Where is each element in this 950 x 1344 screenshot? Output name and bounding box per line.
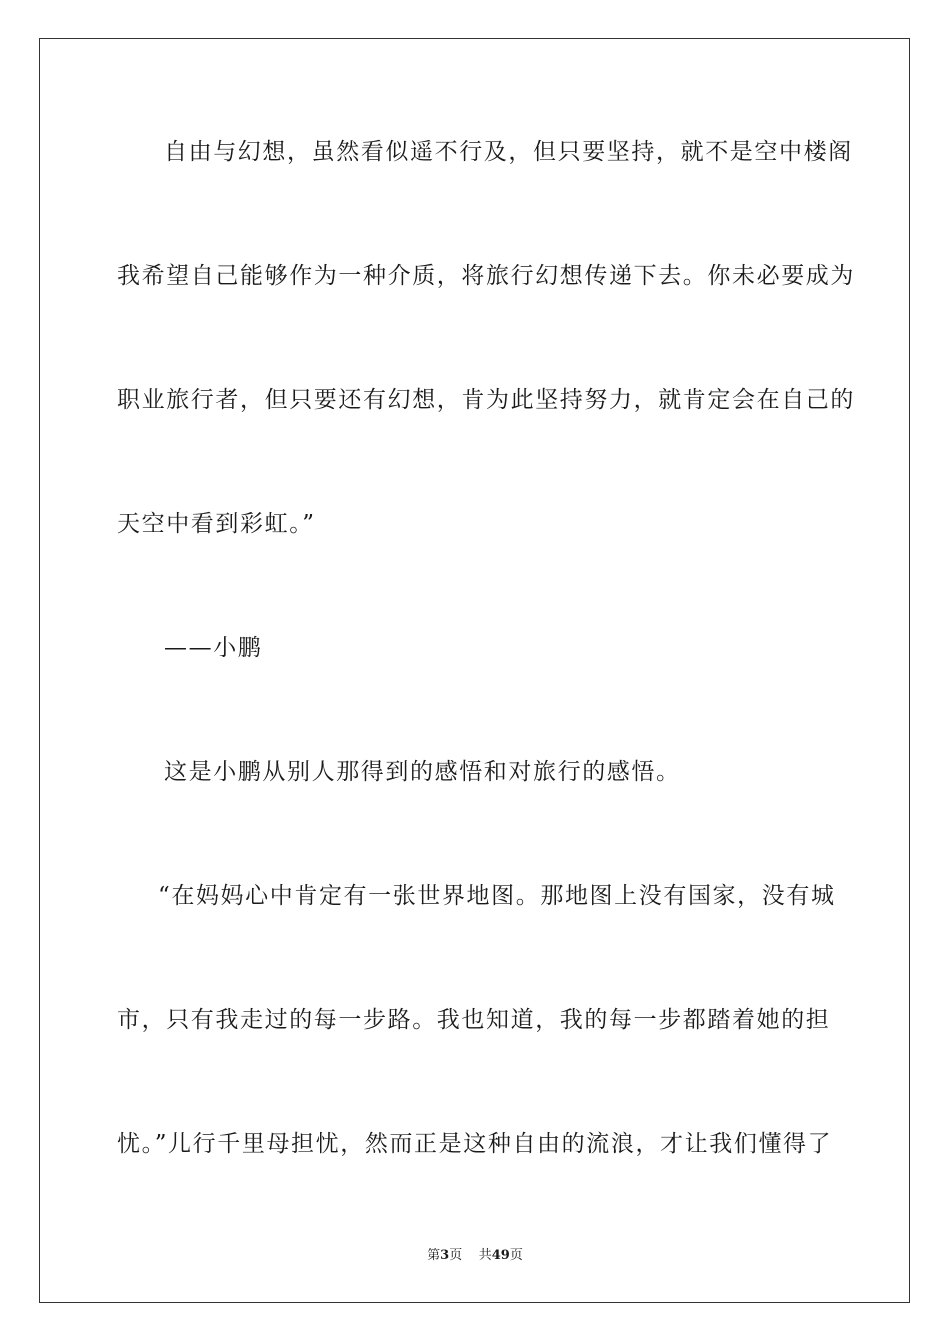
- paragraph-line-6: 这是小鹏从别人那得到的感悟和对旅行的感悟。: [164, 759, 681, 785]
- paragraph-line-3: 职业旅行者，但只要还有幻想，肯为此坚持努力，就肯定会在自己的: [117, 387, 855, 413]
- footer-page-suffix: 页: [449, 1248, 463, 1263]
- paragraph-line-2: 我希望自己能够作为一种介质，将旅行幻想传递下去。你未必要成为: [117, 263, 855, 289]
- attribution-line: ——小鹏: [164, 635, 263, 661]
- footer-page-number: 3: [440, 1248, 450, 1263]
- paragraph-line-8: 市，只有我走过的每一步路。我也知道，我的每一步都踏着她的担: [117, 1007, 831, 1033]
- footer-page-prefix: 第: [427, 1248, 441, 1263]
- footer-total-prefix: 共: [478, 1248, 492, 1263]
- paragraph-line-1: 自由与幻想，虽然看似遥不行及，但只要坚持，就不是空中楼阁: [164, 139, 853, 165]
- paragraph-line-4: 天空中看到彩虹。”: [117, 511, 316, 537]
- footer-total-pages: 49: [491, 1248, 510, 1263]
- page-border: [39, 38, 910, 1303]
- paragraph-line-9: 忧。”儿行千里母担忧，然而正是这种自由的流浪，才让我们懂得了: [117, 1131, 833, 1157]
- page-footer: [0, 1247, 950, 1265]
- paragraph-line-7: “在妈妈心中肯定有一张世界地图。那地图上没有国家，没有城: [158, 883, 836, 909]
- footer-total-suffix: 页: [509, 1248, 523, 1263]
